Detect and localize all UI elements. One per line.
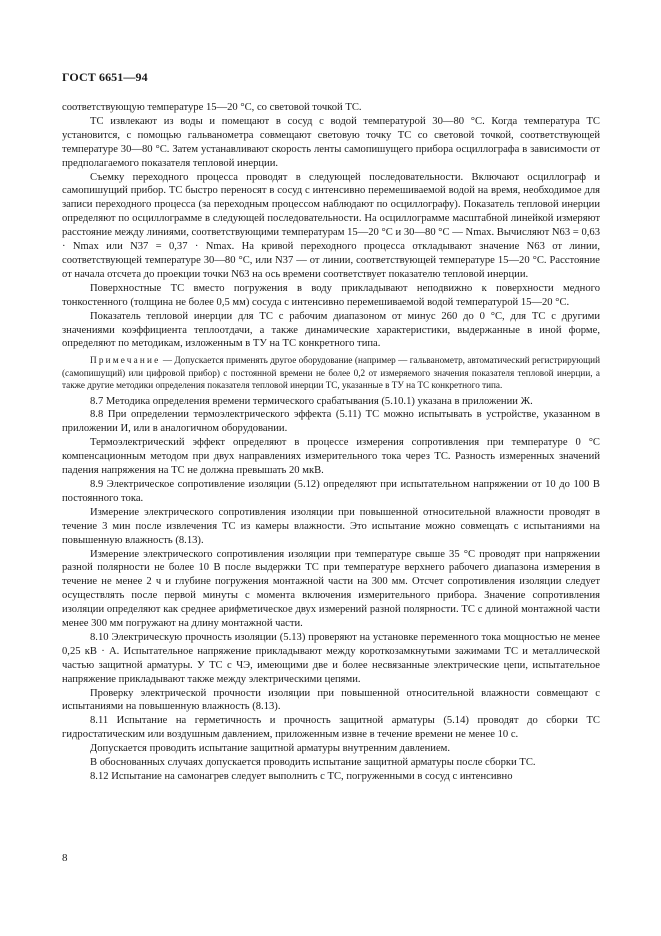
paragraph: Термоэлектрический эффект определяют в процессе измерения сопротивления при температуре 0 °С компенсационным методом при двух направлениях измерительного тока через ТС. Разность измеренных значений падения напряжения на ТС не должна превышать 20 мкВ. [62,437,600,477]
paragraph: Проверку электрической прочности изоляции при повышенной относительной влажности совмещают с испытаниями на повышенную влажность (8.13). [62,687,600,713]
paragraph: Измерение электрического сопротивления изоляции при температуре свыше 35 °С проводят при напряжении разной полярности не более 10 В после выдержки ТС при температуре верхнего рабочего диапазона измерения в течение не менее 2 ч и глубине погружения монтажной части на 300 мм. Отсчет сопротивления изоляции следует осуществлять после первой минуты с момента включения измерительного прибора. Значение сопротивления изоляции определяют как среднее арифметическое двух измерений разной полярности. ТС с длиной монтажной части менее 300 мм погружают на длину монтажной части. [62,548,600,630]
paragraph: В обоснованных случаях допускается проводить испытание защитной арматуры после сборки ТС. [90,757,536,769]
paragraph: 8.8 При определении термоэлектрического эффекта (5.11) ТС можно испытывать в устройстве, указанном в приложении И, или в аналогичном оборудовании. [62,409,600,435]
paragraph: 8.9 Электрическое сопротивление изоляции (5.12) определяют при испытательном напряжении от 10 до 100 В постоянного тока. [62,478,600,504]
paragraph: Измерение электрического сопротивления изоляции при повышенной относительной влажности проводят в течение 3 мин после извлечения ТС из камеры влажности. Это испытание можно совмещать с испытаниями на повышенную влажность (8.13). [62,506,600,546]
paragraph: Поверхностные ТС вместо погружения в воду прикладывают неподвижно к поверхности медного тонкостенного (толщина не более 0,5 мм) сосуда с интенсивно перемешиваемой водой температурой 15—20 °С. [62,282,600,308]
paragraph: 8.12 Испытание на самонагрев следует выполнить с ТС, погруженными в сосуд с интенсивно [90,771,513,782]
page-number: 8 [62,852,68,864]
paragraph: Допускается проводить испытание защитной арматуры внутренним давлением. [90,743,451,755]
paragraph: ТС извлекают из воды и помещают в сосуд с водой температурой 30—80 °С. Когда температура ТС установится, с помощью гальванометра совмещают световую точку ТС со световой точкой, соответствующей температуре 30—80 °С. Затем устанавливают скорость ленты самопишущего прибора осциллографа в зависимости от предполагаемого показателя тепловой инерции. [62,115,600,169]
paragraph: 8.10 Электрическую прочность изоляции (5.13) проверяют на установке переменного тока мощностью не менее 0,25 кВ · А. Испытательное напряжение прикладывают между короткозамкнутыми зажимами ТС и металлической частью защитной арматуры. У ТС с ЧЭ, имеющими две и более несвязанные электрические цепи, испытательное напряжение прикладывают также между электрическими цепями. [62,631,600,685]
note-label: Примечание [90,355,161,366]
paragraph: 8.11 Испытание на герметичность и прочность защитной арматуры (5.14) проводят до сборки ТС гидростатическим или воздушным давлением, приложенным извне в течение времени не менее 10 с. [62,715,600,741]
paragraph: соответствующую температуре 15—20 °С, со световой точкой ТС. [62,102,362,113]
note-text: — Допускается применять другое оборудование (например — гальванометр, автоматический регистрирующий (самопишущий) или цифровой прибор) с постоянной времени не более 0,2 от измеряемого значения показателя тепловой инерции, а также другие методики определения показателя тепловой инерции ТС, указанные в ТУ на ТС конкретного типа. [62,355,600,391]
paragraph: 8.7 Методика определения времени термического срабатывания (5.10.1) указана в приложении Ж. [90,395,533,407]
paragraph: Съемку переходного процесса проводят в следующей последовательности. Включают осциллограф и самопишущий прибор. ТС быстро переносят в сосуд с интенсивно перемешиваемой водой на время, необходимое для записи переходного процесса (за переходным процессом наблюдают по осциллографу). Показатель тепловой инерции определяют по осциллограмме в следующей последовательности. На осциллограмме масштабной линейкой измеряют расстояние между линиями, соответствующими температурам 15—20 °С и 30—80 °С — Nmax. Вычисляют N63 = 0,63 · Nmax или N37 = 0,37 · Nmax. На кривой переходного процесса откладывают значение N63 от линии, соответствующей температуре 30—80 °С, или N37 — от линии, соответствующей температуре 15—20 °С. Расстояние от начала отсчета до проекции точки N63 на ось времени соответствует показателю тепловой инерции. [62,171,600,280]
document-body [62,101,600,784]
paragraph: Показатель тепловой инерции для ТС с рабочим диапазоном от минус 260 до 0 °С, для ТС с другими значениями коэффициента теплоотдачи, а также динамические характеристики, выдержанные в иной форме, определяют по методикам, изложенным в ТУ на ТС конкретного типа. [62,310,600,350]
note [62,354,600,391]
document-id-header: ГОСТ 6651—94 [62,70,148,84]
